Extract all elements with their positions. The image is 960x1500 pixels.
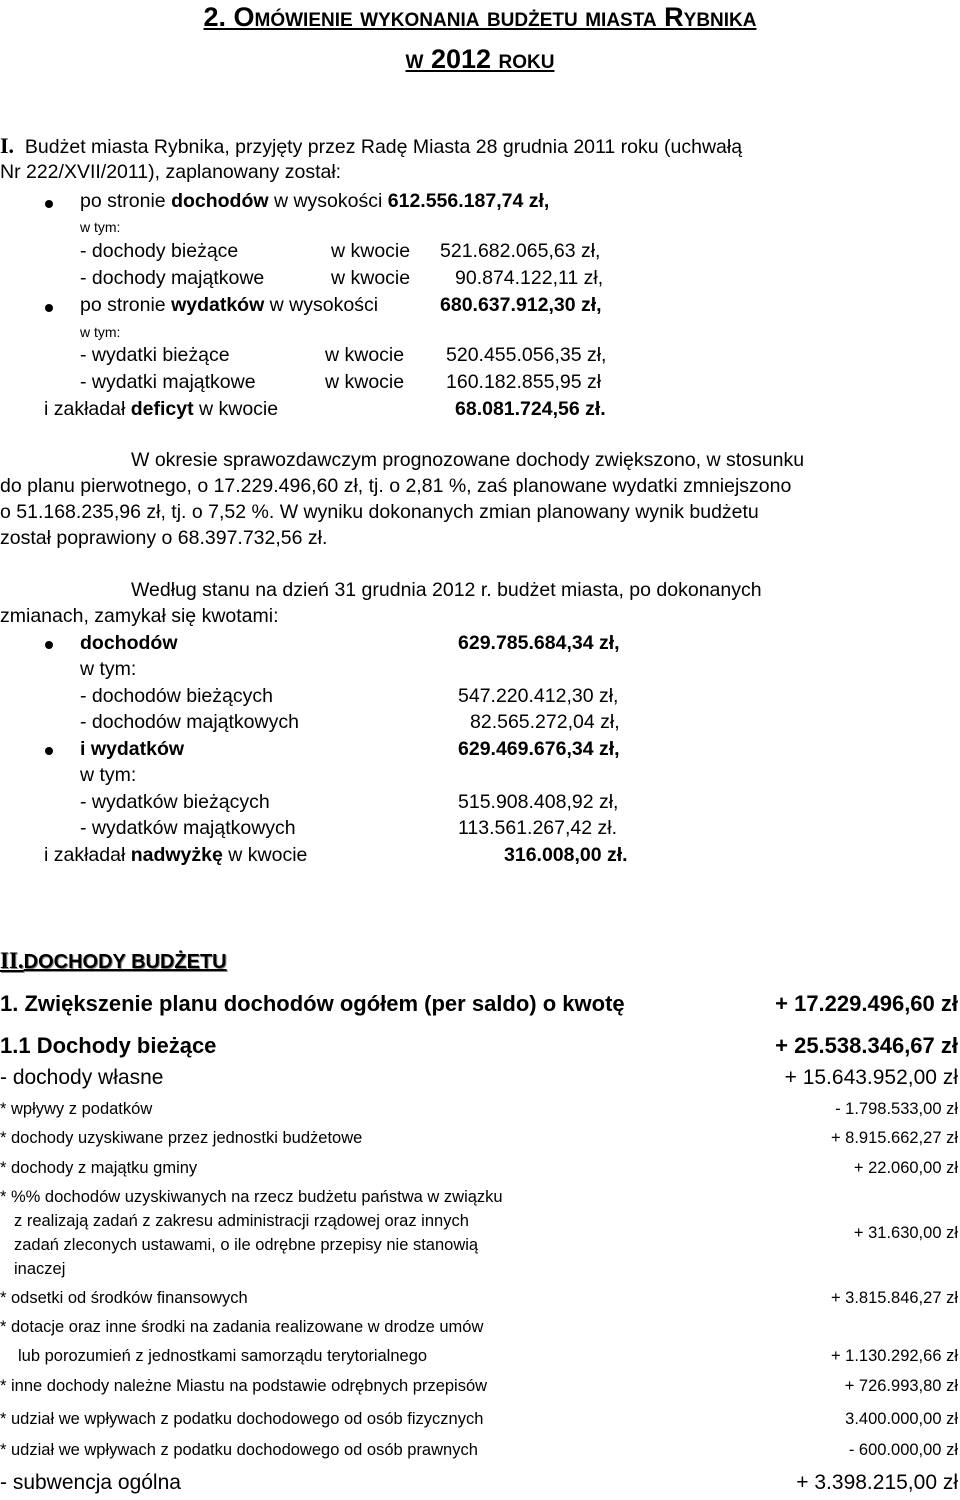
- list-item: * udział we wpływach z podatku dochodowego od osób prawnych: [0, 1441, 478, 1459]
- plan-expense-bold: wydatków: [171, 294, 265, 316]
- paragraph1-line4: został poprawiony o 68.397.732,56 zł.: [0, 527, 328, 549]
- list-item: * dochody z majątku gminy: [0, 1159, 198, 1177]
- surplus-bold: nadwyżkę: [130, 844, 223, 866]
- final-capital-expense-value: 113.561.267,42 zł.: [458, 817, 618, 839]
- wtym-label: w tym:: [80, 658, 137, 680]
- plan-expense-mid: w wysokości: [264, 294, 379, 316]
- surplus-value: 316.008,00 zł.: [504, 844, 628, 866]
- final-expense-label: i wydatków: [80, 738, 185, 760]
- current-income-value: + 25.538.346,67 zł: [775, 1033, 958, 1058]
- paragraph2-line1: Według stanu na dzień 31 grudnia 2012 r. budżet miasta, po dokonanych: [131, 579, 762, 601]
- bullet-icon: [45, 641, 53, 649]
- list-item-value: 3.400.000,00 zł: [845, 1410, 958, 1428]
- paragraph1-line1: W okresie sprawozdawczym prognozowane dochody zwiększono, w stosunku: [131, 449, 805, 471]
- list-item-continuation: lub porozumień z jednostkami samorządu terytorialnego: [18, 1347, 428, 1365]
- list-item-value: + 3.815.846,27 zł: [830, 1289, 958, 1307]
- general-subsidy-label: - subwencja ogólna: [0, 1471, 181, 1494]
- plan-current-expense-label: - wydatki bieżące: [80, 344, 230, 366]
- list-item-value: + 8.915.662,27 zł: [830, 1129, 958, 1147]
- final-current-expense-label: - wydatków bieżących: [80, 791, 270, 813]
- plan-expense-value: 680.637.912,30 zł,: [440, 294, 602, 316]
- list-item-continuation: inaczej: [14, 1260, 66, 1278]
- plan-capital-expense-value: 160.182.855,95 zł: [446, 371, 602, 393]
- list-item-value: + 1.130.292,66 zł: [830, 1347, 958, 1365]
- list-item-continuation: zadań zleconych ustawami, o ile odrębne przepisy nie stanowią: [14, 1236, 479, 1254]
- final-capital-income-value: 82.565.272,04 zł,: [470, 711, 620, 733]
- final-income-value: 629.785.684,34 zł,: [458, 632, 620, 654]
- final-capital-income-label: - dochodów majątkowych: [80, 711, 299, 733]
- wtym-label: w tym:: [80, 764, 137, 786]
- final-income-label: dochodów: [80, 632, 178, 654]
- paragraph1-line3: o 51.168.235,96 zł, tj. o 7,52 %. W wyniku dokonanych zmian planowany wynik budżetu: [0, 501, 759, 523]
- final-capital-expense-label: - wydatków majątkowych: [80, 817, 296, 839]
- plan-current-income-kw: w kwocie: [331, 240, 411, 262]
- plan-capital-income-kw: w kwocie: [331, 267, 411, 289]
- own-income-label: - dochody własne: [0, 1066, 164, 1089]
- deficit-post: w kwocie: [193, 398, 279, 420]
- plan-capital-expense-label: - wydatki majątkowe: [80, 371, 256, 393]
- plan-capital-income-value: 90.874.122,11 zł,: [455, 267, 604, 289]
- list-item: * wpływy z podatków: [0, 1100, 153, 1118]
- deficit-value: 68.081.724,56 zł.: [455, 398, 606, 420]
- page-title: 2. Omówienie wykonania budżetu miasta Rybnika: [203, 2, 757, 32]
- surplus-post: w kwocie: [222, 844, 308, 866]
- surplus-pre: i zakładał: [44, 844, 131, 866]
- final-current-income-value: 547.220.412,30 zł,: [458, 685, 619, 707]
- paragraph1-line2: do planu pierwotnego, o 17.229.496,60 zł, tj. o 2,81 %, zaś planowane wydatki zmniejszono: [0, 475, 792, 497]
- plan-expense-pre: po stronie: [80, 294, 172, 316]
- paragraph2-line2: zmianach, zamykał się kwotami:: [0, 605, 279, 627]
- plan-current-income-value: 521.682.065,63 zł,: [440, 240, 601, 262]
- own-income-value: + 15.643.952,00 zł: [784, 1066, 958, 1089]
- deficit-pre: i zakładał: [44, 398, 131, 420]
- income-increase-label: 1. Zwiększenie planu dochodów ogółem (per saldo) o kwotę: [0, 991, 625, 1016]
- general-subsidy-value: + 3.398.215,00 zł: [796, 1471, 958, 1494]
- plan-income-line: [80, 190, 549, 213]
- section2-numeral: II.: [0, 948, 24, 973]
- current-income-label: 1.1 Dochody bieżące: [0, 1033, 217, 1058]
- final-current-expense-value: 515.908.408,92 zł,: [458, 791, 619, 813]
- plan-income-mid: w wysokości: [268, 190, 388, 212]
- bullet-icon: [45, 304, 53, 312]
- list-item: * inne dochody należne Miastu na podstawie odrębnych przepisów: [0, 1377, 488, 1395]
- bullet-icon: [45, 747, 53, 755]
- section1-numeral: I.: [0, 133, 15, 158]
- page-subtitle: w 2012 roku: [405, 44, 555, 74]
- final-expense-value: 629.469.676,34 zł,: [458, 738, 620, 760]
- plan-income-pre: po stronie: [80, 190, 172, 212]
- plan-income-bold: dochodów: [171, 190, 269, 212]
- section1-intro-line1: [0, 133, 742, 159]
- plan-capital-income-label: - dochody majątkowe: [80, 267, 265, 289]
- plan-current-income-label: - dochody bieżące: [80, 240, 239, 262]
- list-item: * odsetki od środków finansowych: [0, 1289, 248, 1307]
- section2-heading-text: DOCHODY BUDŻETU: [23, 951, 227, 973]
- plan-current-expense-kw: w kwocie: [325, 344, 405, 366]
- plan-current-expense-value: 520.455.056,35 zł,: [446, 344, 607, 366]
- plan-capital-expense-kw: w kwocie: [325, 371, 405, 393]
- list-item: * udział we wpływach z podatku dochodowego od osób fizycznych: [0, 1410, 484, 1428]
- list-item: * dochody uzyskiwane przez jednostki budżetowe: [0, 1129, 363, 1147]
- list-item-value: + 31.630,00 zł: [853, 1224, 958, 1242]
- plan-income-value: 612.556.187,74 zł,: [387, 190, 550, 212]
- list-item: * dotacje oraz inne środki na zadania realizowane w drodze umów: [0, 1318, 484, 1336]
- section1-intro-line2: Nr 222/XVII/2011), zaplanowany został:: [0, 161, 342, 183]
- deficit-bold: deficyt: [130, 398, 194, 420]
- list-item-value: - 600.000,00 zł: [848, 1441, 958, 1459]
- list-item: * %% dochodów uzyskiwanych na rzecz budżetu państwa w związku: [0, 1188, 503, 1206]
- plan-expense-line: [80, 294, 378, 317]
- list-item-value: - 1.798.533,00 zł: [835, 1100, 958, 1118]
- final-current-income-label: - dochodów bieżących: [80, 685, 273, 707]
- wtym-label: w tym:: [80, 324, 121, 340]
- bullet-icon: [45, 200, 53, 208]
- income-increase-value: + 17.229.496,60 zł: [775, 991, 958, 1016]
- deficit-line: [44, 398, 278, 421]
- list-item-value: + 22.060,00 zł: [853, 1159, 958, 1177]
- list-item-value: + 726.993,80 zł: [844, 1377, 958, 1395]
- section2-heading: [0, 948, 227, 974]
- list-item-continuation: z realizają zadań z zakresu administracji rządowej oraz innych: [14, 1212, 469, 1230]
- surplus-line: [44, 844, 307, 867]
- wtym-label: w tym:: [80, 219, 121, 235]
- intro-text-1: Budżet miasta Rybnika, przyjęty przez Radę Miasta 28 grudnia 2011 roku (uchwałą: [24, 136, 743, 158]
